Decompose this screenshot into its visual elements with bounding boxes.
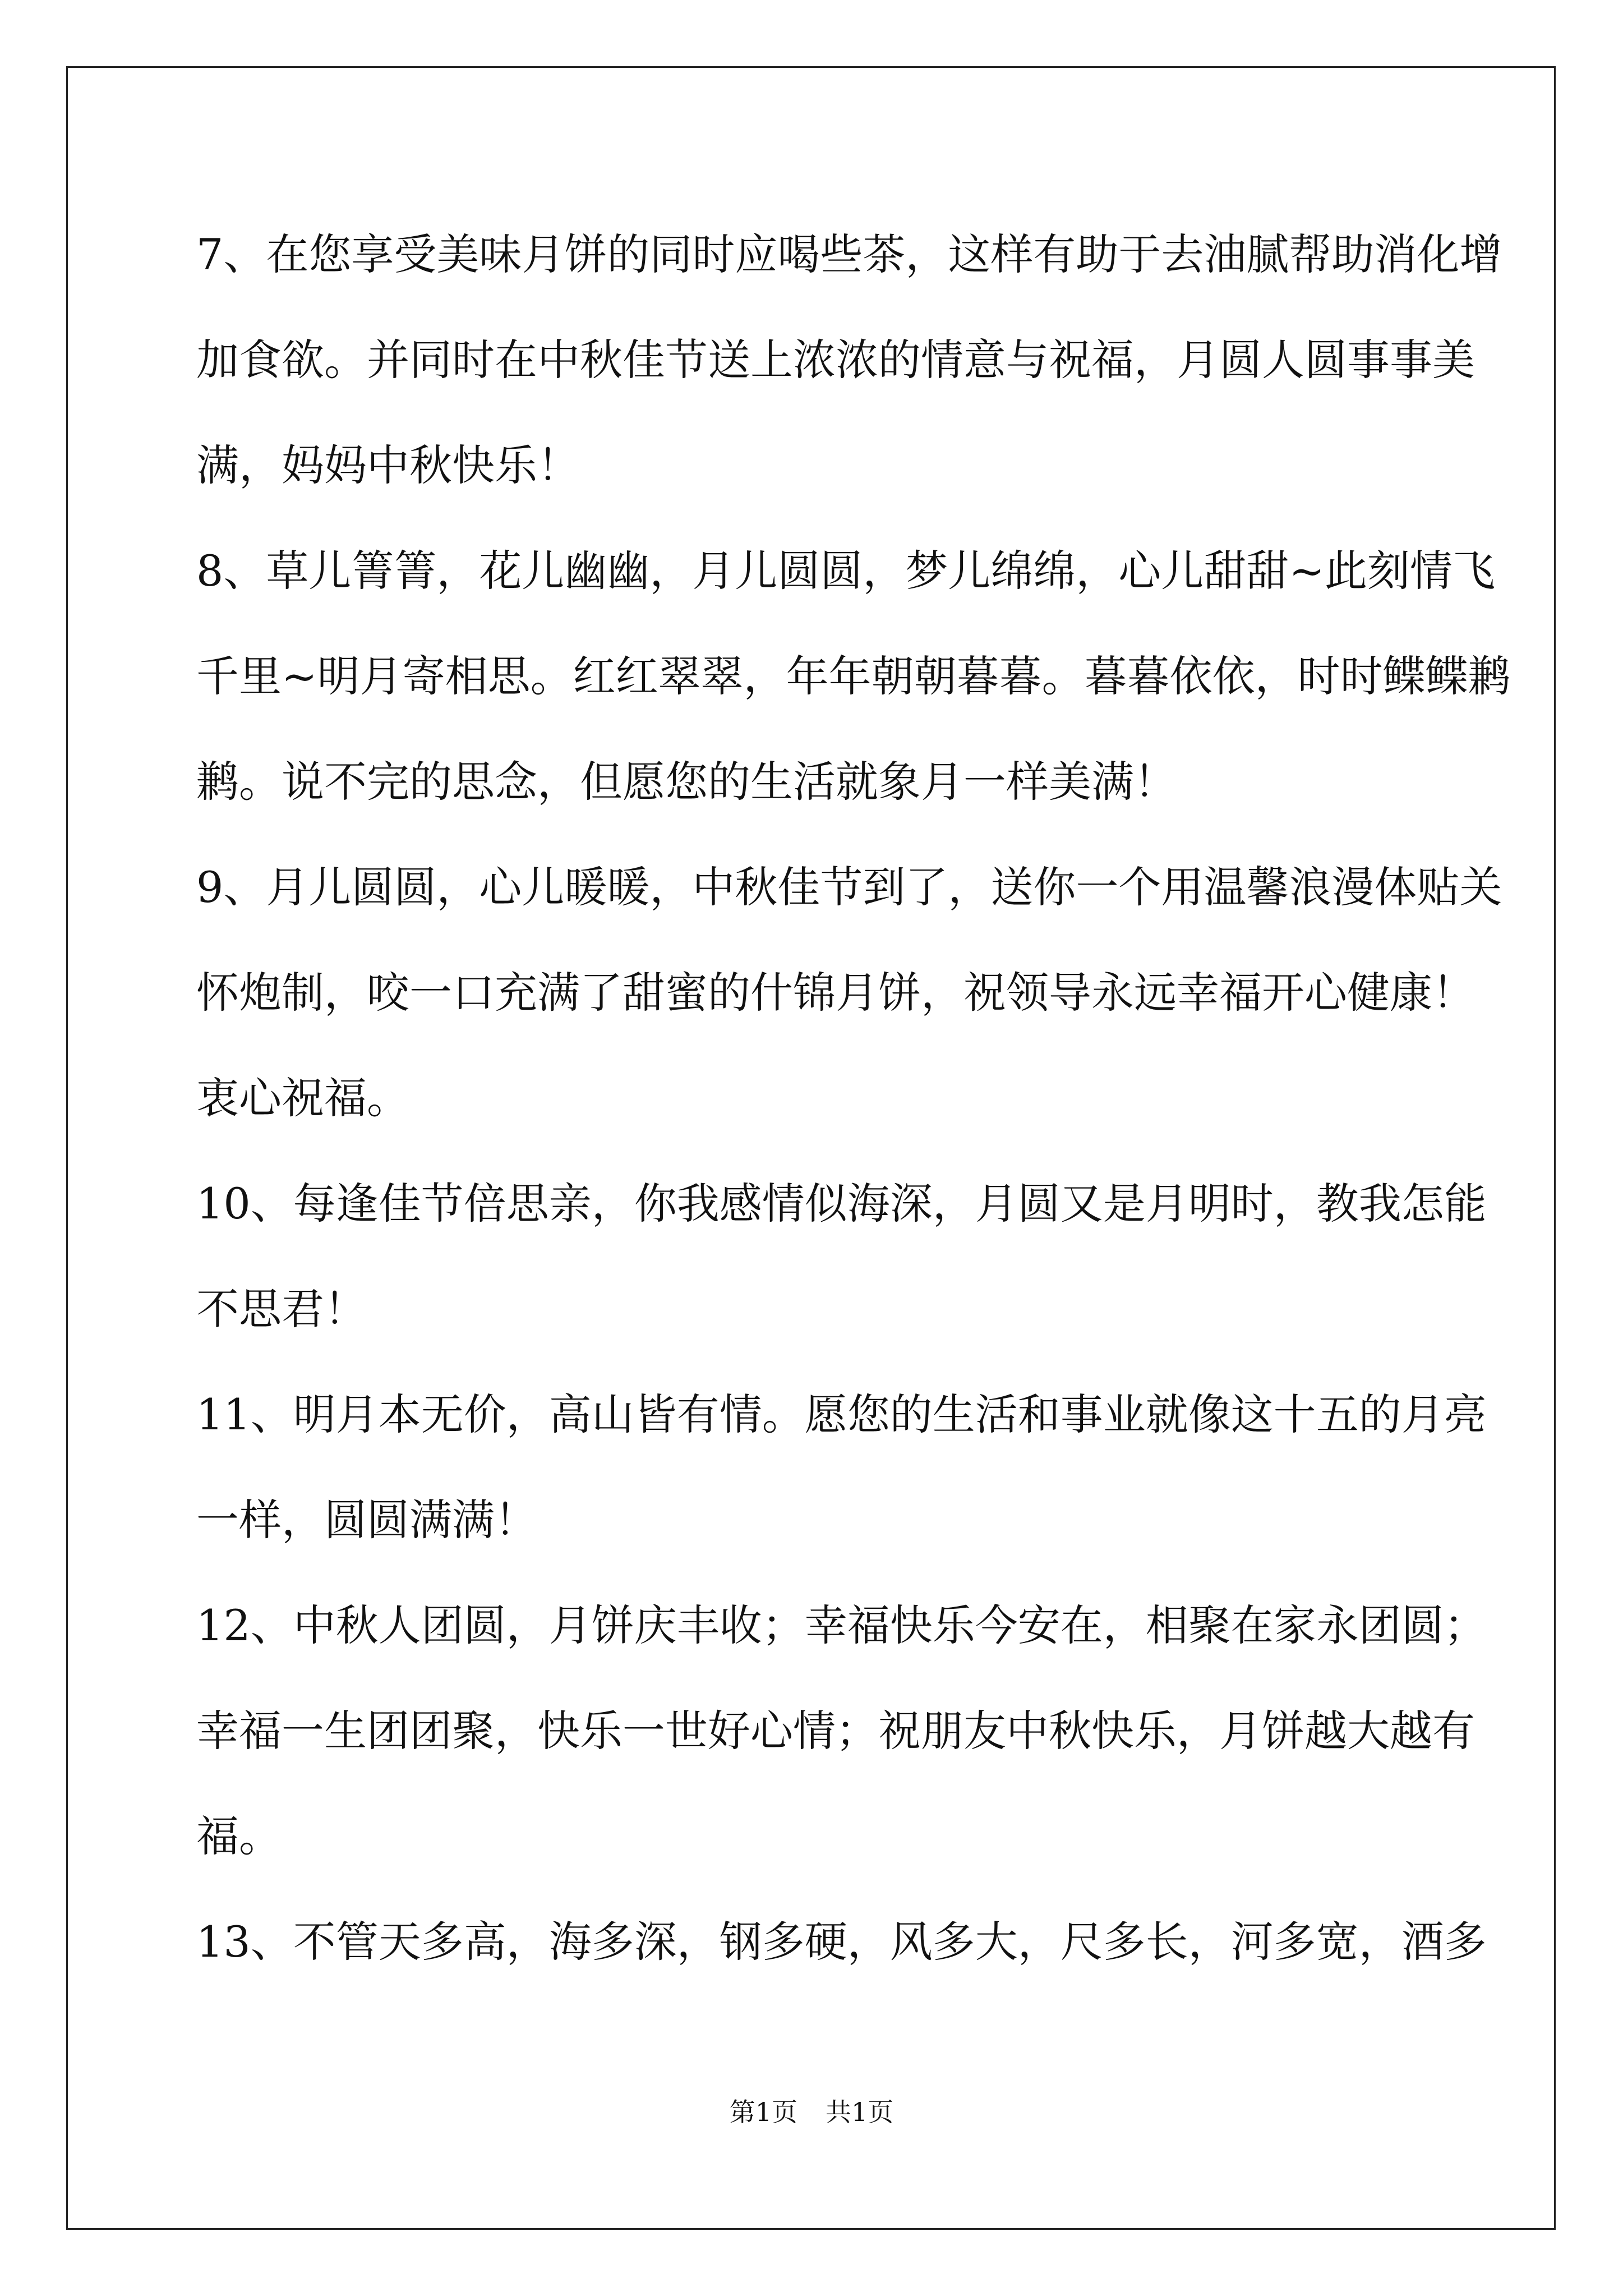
page-number: 第1页 [729,2097,797,2127]
text-line: 12、中秋人团圆，月饼庆丰收；幸福快乐今安在，相聚在家永团圆； [196,1600,1487,1650]
text-line: 衷心祝福。 [196,1073,409,1123]
text-line: 11、明月本无价，高山皆有情。愿您的生活和事业就像这十五的月亮 [196,1389,1487,1439]
text-line: 不思君！ [196,1284,367,1334]
text-line: 千里~明月寄相思。红红翠翠，年年朝朝暮暮。暮暮依依，时时鲽鲽鹣 [196,651,1511,701]
text-line: 满，妈妈中秋快乐！ [196,440,580,490]
text-line: 9、月儿圆圆，心儿暖暖，中秋佳节到了，送你一个用温馨浪漫体贴关 [196,862,1502,912]
text-line: 一样，圆圆满满！ [196,1495,537,1545]
text-line: 加食欲。并同时在中秋佳节送上浓浓的情意与祝福，月圆人圆事事美 [196,335,1475,385]
page-total: 共1页 [826,2097,894,2127]
text-line: 7、在您享受美味月饼的同时应喝些茶，这样有助于去油腻帮助消化增 [196,229,1502,279]
text-line: 10、每逢佳节倍思亲，你我感情似海深，月圆又是月明时，教我怎能 [196,1179,1487,1228]
document-body [196,202,1511,1995]
text-line: 福。 [196,1811,282,1861]
text-line: 幸福一生团团聚，快乐一世好心情；祝朋友中秋快乐，月饼越大越有 [196,1706,1475,1756]
page-footer [0,2095,1623,2129]
text-line: 8、草儿箐箐，花儿幽幽，月儿圆圆，梦儿绵绵，心儿甜甜~此刻情飞 [196,546,1496,596]
text-line: 怀炮制，咬一口充满了甜蜜的什锦月饼，祝领导永远幸福开心健康！ [196,968,1475,1018]
text-line: 13、不管天多高，海多深，钢多硬，风多大，尺多长，河多宽，酒多 [196,1917,1487,1967]
text-line: 鹣。说不完的思念，但愿您的生活就象月一样美满！ [196,757,1177,807]
